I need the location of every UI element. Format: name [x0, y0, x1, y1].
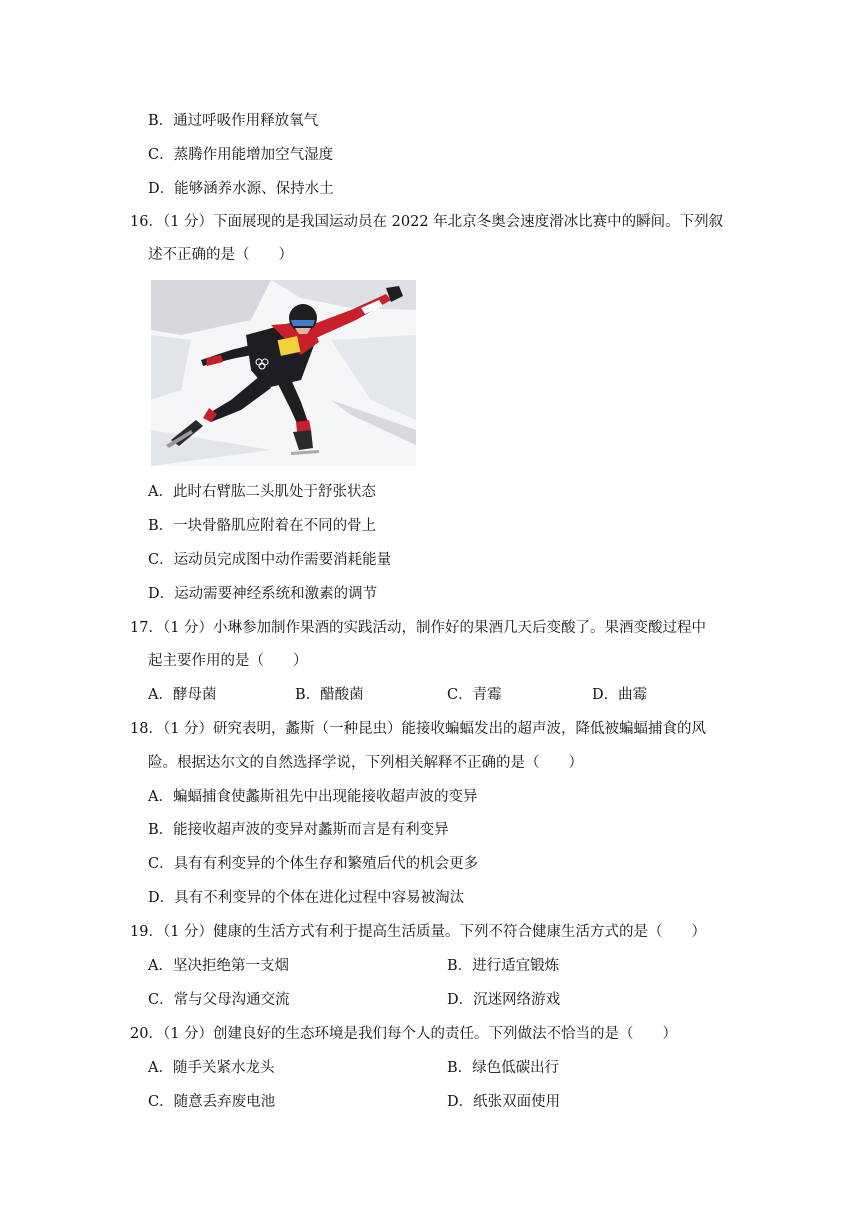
q18-stem-line1: 18．（1 分）研究表明，蠡斯（一种昆虫）能接收蝙蝠发出的超声波，降低被蝙蝠捕食的风	[130, 721, 707, 737]
q20-option-d: D．纸张双面使用	[447, 1094, 561, 1110]
q20-option-c: C．随意丢弃废电池	[148, 1094, 276, 1110]
q19-option-b: B．进行适宜锻炼	[447, 958, 560, 974]
q18-option-c: C．具有有利变异的个体生存和繁殖后代的机会更多	[148, 856, 479, 872]
q18-option-a: A．蝙蝠捕食使蠡斯祖先中出现能接收超声波的变异	[148, 789, 478, 805]
q17-option-c: C．青霉	[447, 687, 502, 703]
q16-option-c: C．运动员完成图中动作需要消耗能量	[148, 552, 392, 568]
q20-option-b: B．绿色低碳出行	[447, 1060, 560, 1076]
q19-option-a: A．坚决拒绝第一支烟	[148, 958, 289, 974]
q18-option-d: D．具有不利变异的个体在进化过程中容易被淘汰	[148, 890, 465, 906]
q17-stem-line2: 起主要作用的是（ ）	[148, 653, 308, 669]
q20-option-a: A．随手关紧水龙头	[148, 1060, 275, 1076]
q18-option-b: B．能接收超声波的变异对蠡斯而言是有利变异	[148, 822, 449, 838]
q17-stem-line1: 17．（1 分）小琳参加制作果酒的实践活动，制作好的果酒几天后变酸了。果酒变酸过程中	[130, 620, 707, 636]
q17-option-d: D．曲霉	[592, 687, 648, 703]
speed-skater-photo-icon	[151, 280, 416, 466]
q16-option-b: B．一块骨骼肌应附着在不同的骨上	[148, 518, 377, 534]
q15-option-d: D．能够涵养水源、保持水土	[148, 181, 334, 197]
q19-stem: 19．（1 分）健康的生活方式有利于提高生活质量。下列不符合健康生活方式的是（ ）	[130, 924, 707, 940]
q15-option-c: C．蒸腾作用能增加空气湿度	[148, 147, 334, 163]
q19-option-d: D．沉迷网络游戏	[447, 992, 561, 1008]
q16-stem-line1: 16．（1 分）下面展现的是我国运动员在 2022 年北京冬奥会速度滑冰比赛中的瞬间。下列叙	[130, 214, 724, 230]
q20-stem: 20．（1 分）创建良好的生态环境是我们每个人的责任。下列做法不恰当的是（ ）	[130, 1026, 678, 1042]
q16-option-d: D．运动需要神经系统和激素的调节	[148, 586, 378, 602]
q17-option-b: B．醋酸菌	[295, 687, 364, 703]
q16-option-a: A．此时右臂肱二头肌处于舒张状态	[148, 484, 376, 500]
q19-option-c: C．常与父母沟通交流	[148, 992, 290, 1008]
q17-option-a: A．酵母菌	[148, 687, 217, 703]
q15-option-b: B．通过呼吸作用释放氧气	[148, 113, 319, 129]
q18-stem-line2: 险。根据达尔文的自然选择学说，下列相关解释不正确的是（ ）	[148, 755, 583, 771]
q16-stem-line2: 述不正确的是（ ）	[148, 247, 293, 263]
